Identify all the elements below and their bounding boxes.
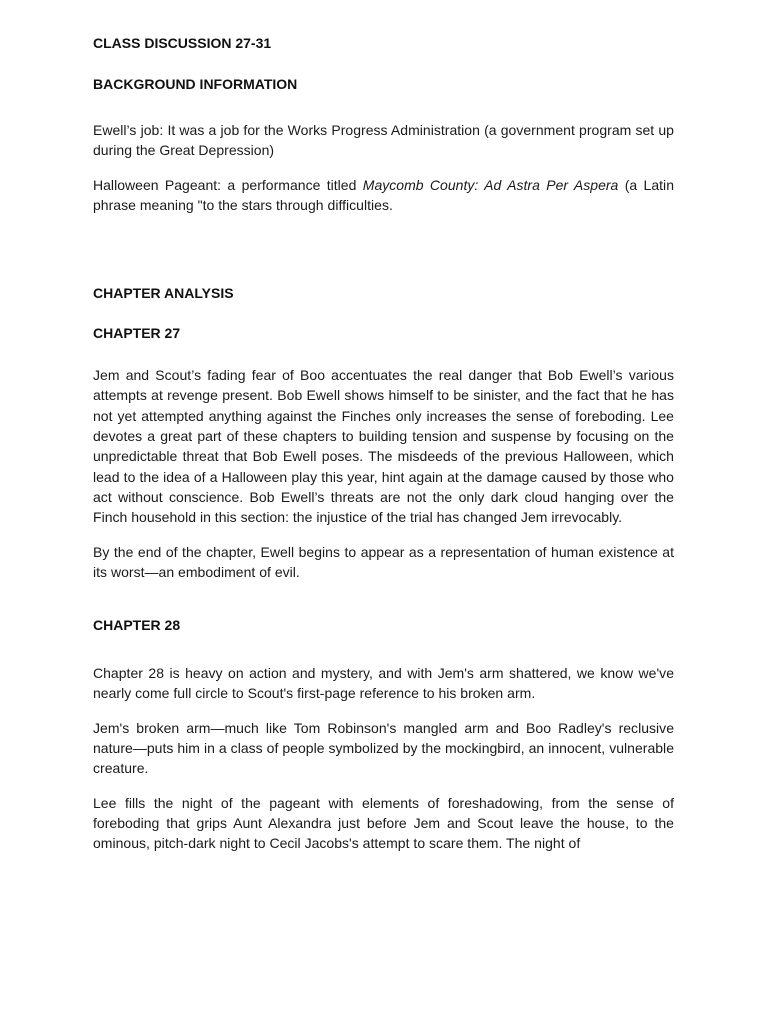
pageant-title: Maycomb County: Ad Astra Per Aspera	[362, 176, 619, 193]
chapter-27-heading: CHAPTER 27	[93, 325, 181, 342]
background-paragraph-2-tail: (a Latin phrase meaning "to the stars through difficulties.	[93, 176, 674, 213]
background-paragraph-2	[93, 175, 674, 216]
chapter-28-paragraph-1: Chapter 28 is heavy on action and mystery, and with Jem's arm shattered, we know we've nearly come full circle to Scout's first-page reference to his broken arm.	[93, 665, 674, 702]
chapter-28-paragraph-3: Lee fills the night of the pageant with elements of foreshadowing, from the sense of foreboding that grips Aunt Alexandra just before Jem and Scout leave the house, to the ominous, pitch-dark night to Cecil Jacobs's attempt to scare them. The night of	[93, 794, 674, 852]
chapter-27-paragraph-2: By the end of the chapter, Ewell begins to appear as a representation of human existence at its worst—an embodiment of evil.	[93, 543, 674, 580]
background-paragraph-1: Ewell’s job: It was a job for the Works Progress Administration (a government program set up during the Great Depression)	[93, 122, 674, 159]
background-heading: BACKGROUND INFORMATION	[93, 76, 298, 92]
chapter-28-heading: CHAPTER 28	[93, 617, 181, 634]
chapter-analysis-heading: CHAPTER ANALYSIS	[93, 285, 234, 302]
background-paragraph-2-lead: Halloween Pageant: a performance titled	[93, 176, 363, 193]
chapter-28-paragraph-2: Jem's broken arm—much like Tom Robinson's mangled arm and Boo Radley's reclusive nature—puts him in a class of people symbolized by the mockingbird, an innocent, vulnerable creature.	[93, 719, 674, 777]
chapter-27-paragraph-1: Jem and Scout’s fading fear of Boo accentuates the real danger that Bob Ewell’s various attempts at revenge present. Bob Ewell shows himself to be sinister, and the fact that he has not yet attempted anything against the Finches only increases the sense of foreboding. Lee devotes a great part of these chapters to building tension and suspense by focusing on the unpredictable threat that Bob Ewell poses. The misdeeds of the previous Halloween, which lead to the idea of a Halloween play this year, hint again at the damage caused by those who act without conscience. Bob Ewell’s threats are not the only dark cloud hanging over the Finch household in this section: the injustice of the trial has changed Jem irrevocably.	[93, 367, 674, 526]
document-title: CLASS DISCUSSION 27-31	[93, 35, 272, 51]
document-page	[93, 34, 674, 854]
